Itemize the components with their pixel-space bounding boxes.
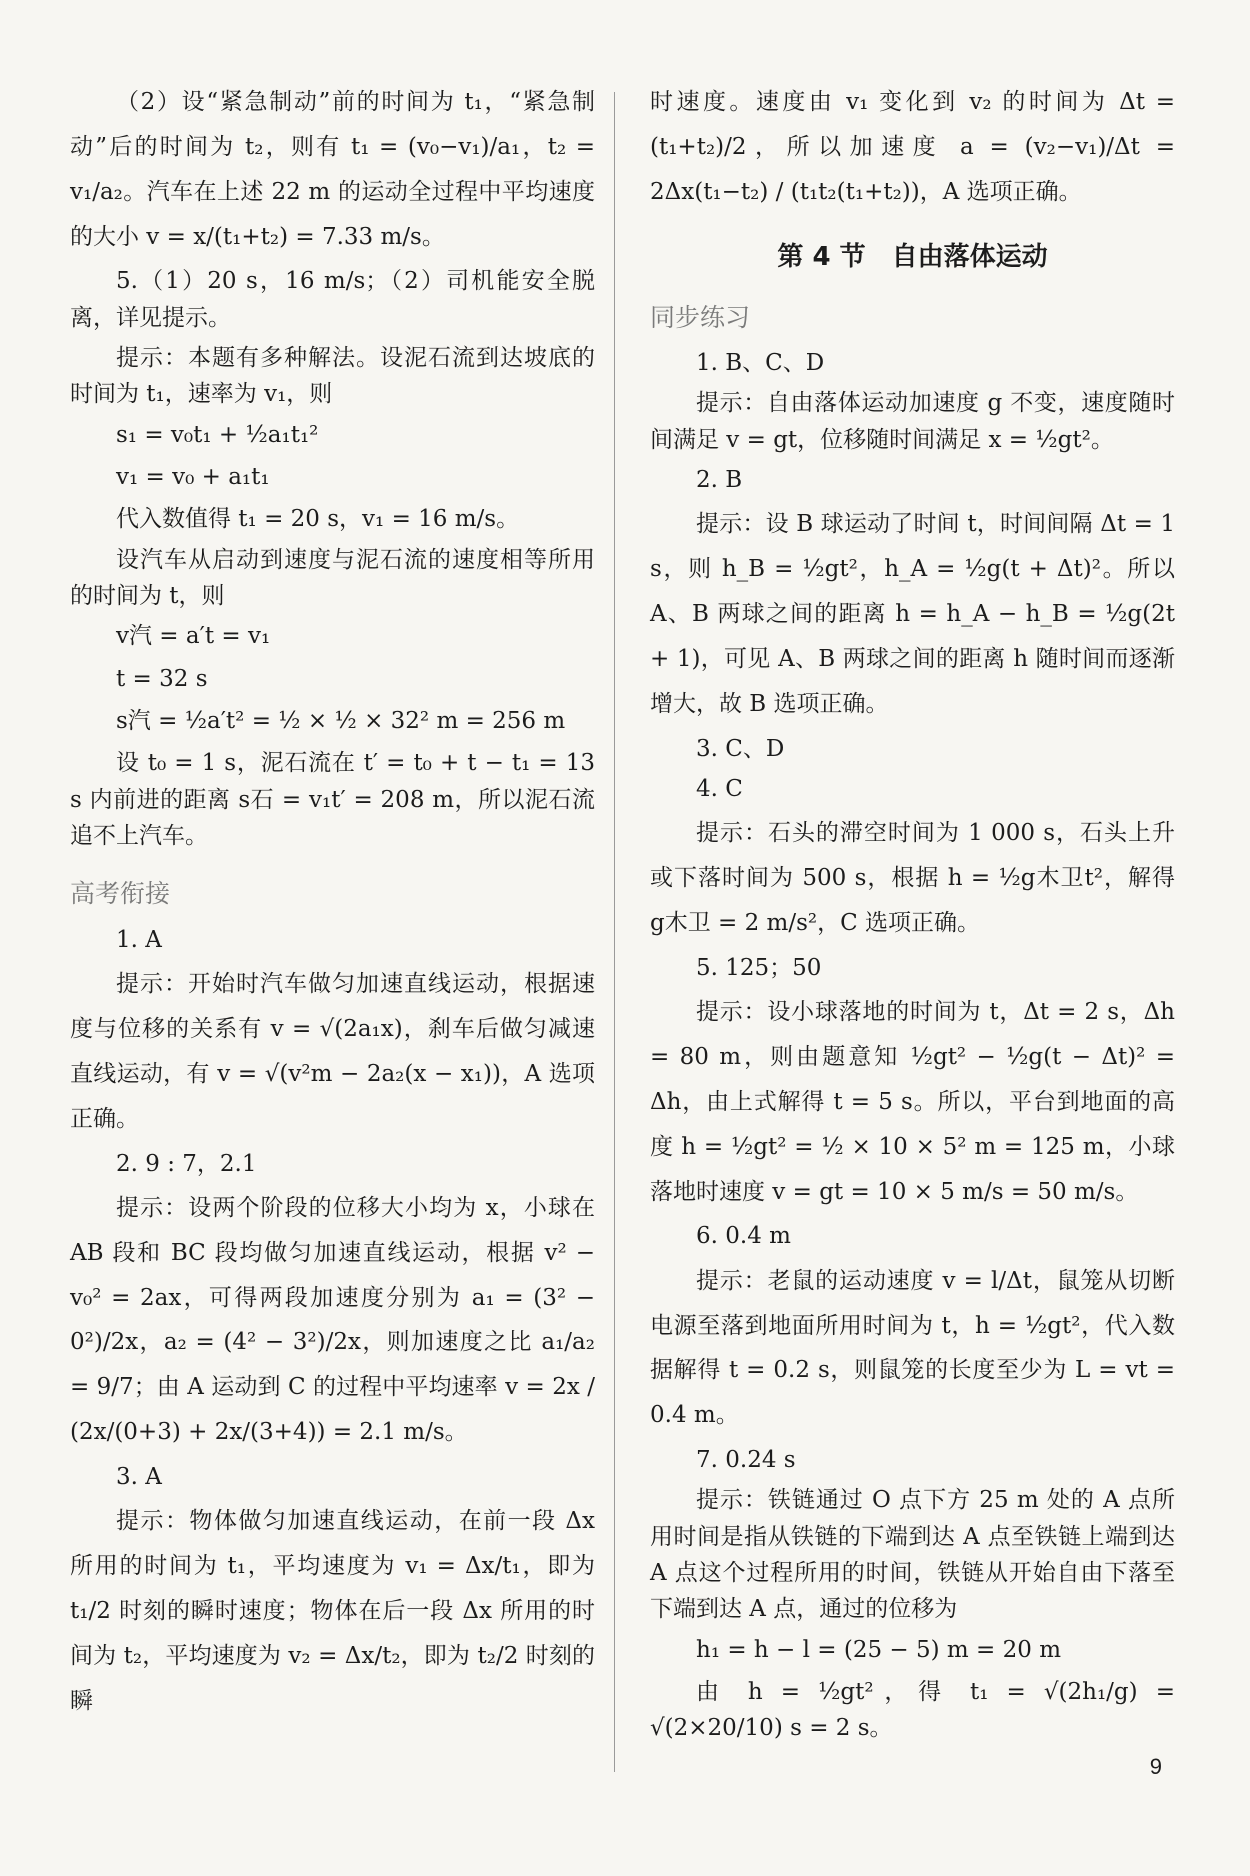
hint-paragraph: 提示：铁链通过 O 点下方 25 m 处的 A 点所用时间是指从铁链的下端到达 A 点至铁链上端到达 A 点这个过程所用的时间，铁链从开始自由下落至下端到达 A 点，通过的位移为 bbox=[650, 1487, 1175, 1623]
section-heading: 同步练习 bbox=[650, 302, 751, 332]
paragraph: 设汽车从启动到速度与泥石流的速度相等所用的时间为 t，则 bbox=[70, 546, 595, 609]
column-divider bbox=[614, 92, 615, 1772]
answer-line: 4. C bbox=[696, 775, 743, 802]
hint-paragraph: 提示：设小球落地的时间为 t，Δt = 2 s，Δh = 80 m，则由题意知 ½gt² − ½g(t − Δt)² = Δh，由上式解得 t = 5 s。所以，平台到地面的高度 h = ½gt² = ½ × 10 × 5² m = 125 m，小球落地时速度 v = gt = 10 × 5 m/s = 50 m/s。 bbox=[650, 999, 1175, 1205]
hint-paragraph: 提示：设 B 球运动了时间 t，时间间隔 Δt = 1 s，则 h_B = ½gt²，h_A = ½g(t + Δt)²。所以 A、B 两球之间的距离 h = h_A − h_B = ½g(2t + 1)，可见 A、B 两球之间的距离 h 随时间而逐渐增大，故 B 选项正确。 bbox=[650, 511, 1175, 717]
page-number: 9 bbox=[1149, 1754, 1162, 1779]
answer-line: 6. 0.4 m bbox=[696, 1223, 791, 1250]
equation: v汽 = a′t = v₁ bbox=[116, 623, 271, 650]
paragraph: 时速度。速度由 v₁ 变化到 v₂ 的时间为 Δt = (t₁+t₂)/2，所以加速度 a = (v₂−v₁)/Δt = 2Δx(t₁−t₂) / (t₁t₂(t₁+t₂))，A 选项正确。 bbox=[650, 89, 1175, 205]
equation: h₁ = h − l = (25 − 5) m = 20 m bbox=[696, 1636, 1062, 1663]
hint-paragraph: 提示：石头的滞空时间为 1 000 s，石头上升或下落时间为 500 s，根据 h = ½g木卫t²，解得 g木卫 = 2 m/s²，C 选项正确。 bbox=[650, 820, 1175, 936]
equation: s₁ = v₀t₁ + ½a₁t₁² bbox=[116, 421, 319, 448]
hint-paragraph: 提示：开始时汽车做匀加速直线运动，根据速度与位移的关系有 v = √(2a₁x)，刹车后做匀减速直线运动，有 v = √(v²m − 2a₂(x − x₁))，A 选项正确。 bbox=[70, 971, 595, 1132]
answer-line: 1. B、C、D bbox=[696, 350, 825, 377]
equation: v₁ = v₀ + a₁t₁ bbox=[116, 464, 270, 491]
hint-paragraph: 提示：自由落体运动加速度 g 不变，速度随时间满足 v = gt，位移随时间满足 x = ½gt²。 bbox=[650, 390, 1175, 453]
answer-line: 2. B bbox=[696, 467, 743, 494]
paragraph: 设 t₀ = 1 s，泥石流在 t′ = t₀ + t − t₁ = 13 s 内前进的距离 s石 = v₁t′ = 208 m，所以泥石流追不上汽车。 bbox=[70, 750, 595, 849]
hint-paragraph: 提示：本题有多种解法。设泥石流到达坡底的时间为 t₁，速率为 v₁，则 bbox=[70, 345, 595, 408]
answer-line: 5. 125；50 bbox=[696, 954, 822, 981]
hint-paragraph: 提示：设两个阶段的位移大小均为 x，小球在 AB 段和 BC 段均做匀加速直线运动，根据 v² − v₀² = 2ax，可得两段加速度分别为 a₁ = (3² − 0²)/2x，a₂ = (4² − 3²)/2x，则加速度之比 a₁/a₂ = 9/7；由 A 运动到 C 的过程中平均速率 v = 2x / (2x/(0+3) + 2x/(3+4)) = 2.1 m/s。 bbox=[70, 1194, 595, 1446]
answer-line: 5.（1）20 s，16 m/s；（2）司机能安全脱离，详见提示。 bbox=[70, 268, 595, 331]
paragraph: （2）设“紧急制动”前的时间为 t₁，“紧急制动”后的时间为 t₂，则有 t₁ = (v₀−v₁)/a₁，t₂ = v₁/a₂。汽车在上述 22 m 的运动全过程中平均速度的大小 v = x/(t₁+t₂) = 7.33 m/s。 bbox=[70, 89, 595, 250]
equation: s汽 = ½a′t² = ½ × ½ × 32² m = 256 m bbox=[116, 707, 566, 734]
paragraph: 由 h = ½gt²，得 t₁ = √(2h₁/g) = √(2×20/10) s = 2 s。 bbox=[650, 1679, 1175, 1742]
right-column bbox=[650, 80, 1175, 1751]
hint-paragraph: 提示：老鼠的运动速度 v = l/Δt，鼠笼从切断电源至落到地面所用时间为 t，h = ½gt²，代入数据解得 t = 0.2 s，则鼠笼的长度至少为 L = vt = 0.4 m。 bbox=[650, 1267, 1175, 1429]
left-column bbox=[70, 80, 595, 1727]
equation: t = 32 s bbox=[116, 665, 208, 692]
answer-line: 3. A bbox=[116, 1463, 162, 1490]
hint-paragraph: 提示：物体做匀加速直线运动，在前一段 Δx 所用的时间为 t₁，平均速度为 v₁ = Δx/t₁，即为 t₁/2 时刻的瞬时速度；物体在后一段 Δx 所用的时间为 t₂，平均速度为 v₂ = Δx/t₂，即为 t₂/2 时刻的瞬 bbox=[70, 1508, 595, 1714]
answer-line: 3. C、D bbox=[696, 735, 785, 762]
answer-line: 1. A bbox=[116, 926, 162, 953]
answer-line: 2. 9 : 7，2.1 bbox=[116, 1150, 257, 1177]
chapter-title: 第 4 节 自由落体运动 bbox=[777, 241, 1048, 272]
answer-line: 7. 0.24 s bbox=[696, 1447, 796, 1474]
paragraph: 代入数值得 t₁ = 20 s，v₁ = 16 m/s。 bbox=[116, 506, 520, 533]
section-heading: 高考衔接 bbox=[70, 879, 171, 909]
